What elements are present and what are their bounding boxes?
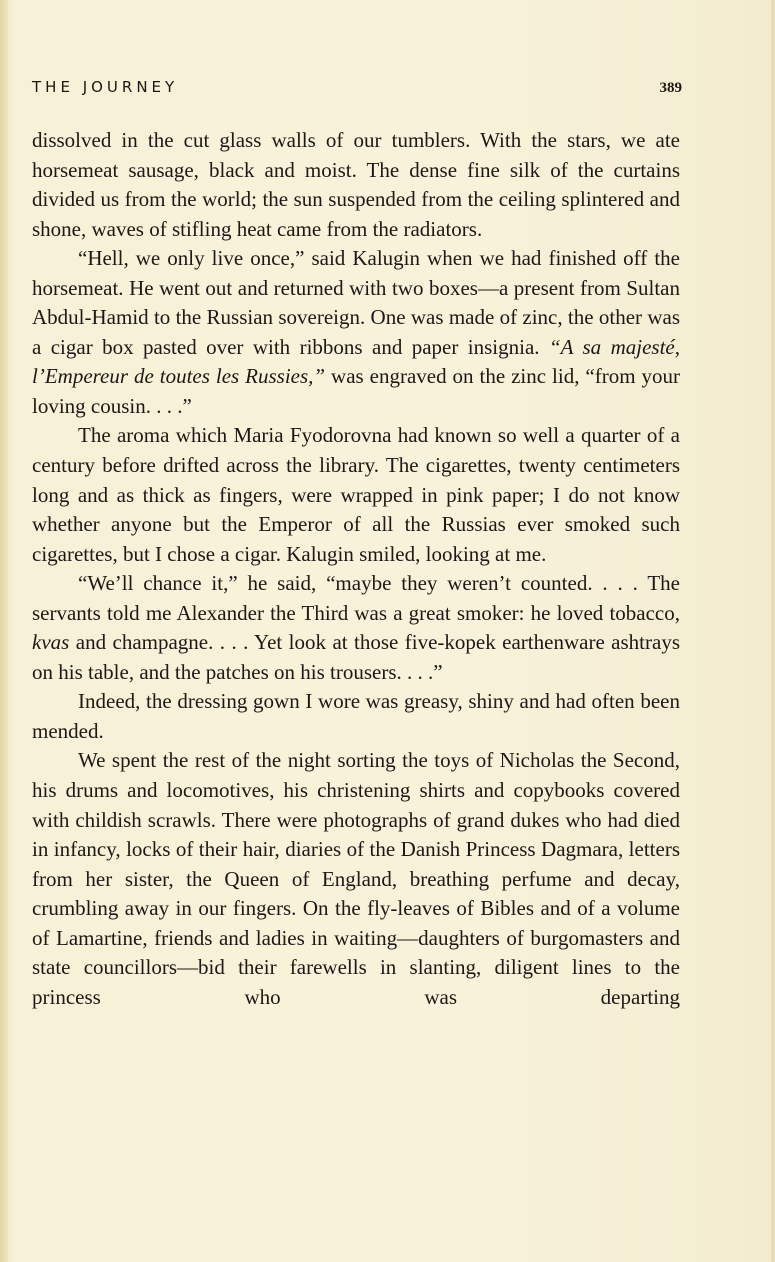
paragraph-text: dissolved in the cut glass walls of our tumblers. With the stars, we ate horsemeat sausage, black and moist. The dense fine silk of the curtains divided us from the world; the sun suspended from the ceiling splintered and shone, waves of stifling heat came from the radiators. [32,128,680,241]
italic-inscription: “A sa majesté, l’Empereur de toutes les Russies,” [32,334,681,389]
paragraph-text: We spent the rest of the night sorting the toys of Nicholas the Second, his drums and locomotives, his christening shirts and copybooks covered with childish scrawls. There were photographs of grand dukes who had died in infancy, locks of their hair, diaries of the Danish Princess Dagmara, letters from her sister, the Queen of England, breathing perfume and decay, crumbling away in our fingers. On the fly-leaves of Bibles and of a volume of Lamartine, friends and ladies in waiting—daughters of burgomasters and state councillors—bid their farewells in slanting, diligent lines to the princess who was departing [32,748,680,1009]
body-text [32,126,680,1012]
paragraph-6 [32,746,680,1012]
paragraph-5 [32,687,680,746]
running-head: THE JOURNEY [32,78,179,96]
paragraph-4 [32,569,680,687]
paragraph-2 [32,244,680,421]
paragraph-text: and champagne. . . . Yet look at those five-kopek earthenware ashtrays on his table, and the patches on his trousers. . . .” [32,630,680,684]
paragraph-3 [32,421,680,569]
page-header [32,78,682,102]
paragraph-text: The aroma which Maria Fyodorovna had known so well a quarter of a century before drifted across the library. The cigarettes, twenty centimeters long and as thick as fingers, were wrapped in pink paper; I do not know whether anyone but the Emperor of all the Russias ever smoked such cigarettes, but I chose a cigar. Kalugin smiled, looking at me. [32,423,680,566]
page-gutter [0,0,8,1262]
page-number: 389 [659,80,682,96]
paragraph-text: “We’ll chance it,” he said, “maybe they weren’t counted. . . . The servants told me Alexander the Third was a great smoker: he loved tobacco, [32,571,680,625]
italic-word: kvas [32,630,70,655]
paragraph-text: was engraved on the zinc lid, “from your loving cousin. . . .” [32,364,680,418]
paragraph-text: Indeed, the dressing gown I wore was greasy, shiny and had often been mended. [32,689,680,743]
paragraph-text: “Hell, we only live once,” said Kalugin when we had finished off the horsemeat. He went out and returned with two boxes—a present from Sultan Abdul-Hamid to the Russian sovereign. One was made of zinc, the other was a cigar box pasted over with ribbons and paper insignia. [32,246,680,359]
paragraph-1 [32,126,680,244]
page-edge [771,0,775,1262]
